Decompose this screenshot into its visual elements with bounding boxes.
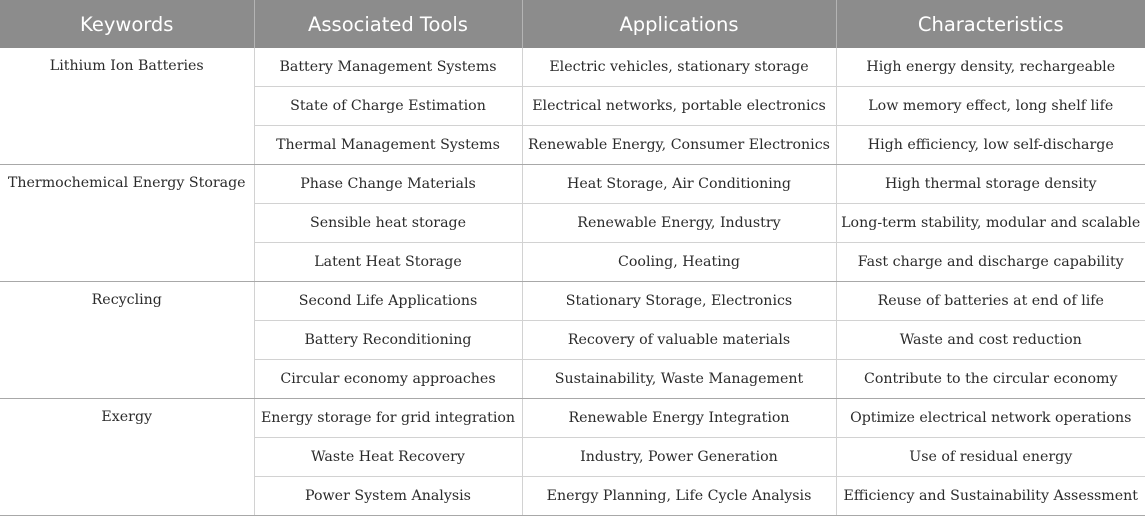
characteristic-cell: Optimize electrical network operations bbox=[836, 399, 1145, 438]
table-row bbox=[0, 48, 1145, 87]
characteristic-cell: High energy density, rechargeable bbox=[836, 48, 1145, 87]
characteristic-cell: Reuse of batteries at end of life bbox=[836, 282, 1145, 321]
table-body bbox=[0, 48, 1145, 516]
table-row bbox=[0, 399, 1145, 438]
keyword-cell: Exergy bbox=[0, 399, 254, 516]
tool-cell: Thermal Management Systems bbox=[254, 126, 522, 165]
application-cell: Sustainability, Waste Management bbox=[522, 360, 836, 399]
application-cell: Renewable Energy, Industry bbox=[522, 204, 836, 243]
tool-cell: State of Charge Estimation bbox=[254, 87, 522, 126]
application-cell: Energy Planning, Life Cycle Analysis bbox=[522, 477, 836, 516]
characteristic-cell: Fast charge and discharge capability bbox=[836, 243, 1145, 282]
characteristic-cell: Long-term stability, modular and scalable bbox=[836, 204, 1145, 243]
keyword-cell: Lithium Ion Batteries bbox=[0, 48, 254, 165]
characteristic-cell: High efficiency, low self-discharge bbox=[836, 126, 1145, 165]
application-cell: Renewable Energy, Consumer Electronics bbox=[522, 126, 836, 165]
application-cell: Cooling, Heating bbox=[522, 243, 836, 282]
characteristic-cell: Low memory effect, long shelf life bbox=[836, 87, 1145, 126]
tool-cell: Energy storage for grid integration bbox=[254, 399, 522, 438]
header-keywords: Keywords bbox=[0, 0, 254, 48]
table-row bbox=[0, 282, 1145, 321]
application-cell: Stationary Storage, Electronics bbox=[522, 282, 836, 321]
tool-cell: Second Life Applications bbox=[254, 282, 522, 321]
tool-cell: Sensible heat storage bbox=[254, 204, 522, 243]
characteristic-cell: Efficiency and Sustainability Assessment bbox=[836, 477, 1145, 516]
tool-cell: Circular economy approaches bbox=[254, 360, 522, 399]
tool-cell: Battery Reconditioning bbox=[254, 321, 522, 360]
header-applications: Applications bbox=[522, 0, 836, 48]
characteristic-cell: Contribute to the circular economy bbox=[836, 360, 1145, 399]
characteristic-cell: Waste and cost reduction bbox=[836, 321, 1145, 360]
application-cell: Electrical networks, portable electronics bbox=[522, 87, 836, 126]
characteristic-cell: Use of residual energy bbox=[836, 438, 1145, 477]
characteristic-cell: High thermal storage density bbox=[836, 165, 1145, 204]
table-row bbox=[0, 165, 1145, 204]
header-row bbox=[0, 0, 1145, 48]
application-cell: Heat Storage, Air Conditioning bbox=[522, 165, 836, 204]
keyword-cell: Thermochemical Energy Storage bbox=[0, 165, 254, 282]
table-header bbox=[0, 0, 1145, 48]
header-associated-tools: Associated Tools bbox=[254, 0, 522, 48]
header-characteristics: Characteristics bbox=[836, 0, 1145, 48]
application-cell: Industry, Power Generation bbox=[522, 438, 836, 477]
tool-cell: Power System Analysis bbox=[254, 477, 522, 516]
tool-cell: Waste Heat Recovery bbox=[254, 438, 522, 477]
tool-cell: Phase Change Materials bbox=[254, 165, 522, 204]
keyword-cell: Recycling bbox=[0, 282, 254, 399]
tool-cell: Battery Management Systems bbox=[254, 48, 522, 87]
application-cell: Renewable Energy Integration bbox=[522, 399, 836, 438]
application-cell: Electric vehicles, stationary storage bbox=[522, 48, 836, 87]
application-cell: Recovery of valuable materials bbox=[522, 321, 836, 360]
tool-cell: Latent Heat Storage bbox=[254, 243, 522, 282]
